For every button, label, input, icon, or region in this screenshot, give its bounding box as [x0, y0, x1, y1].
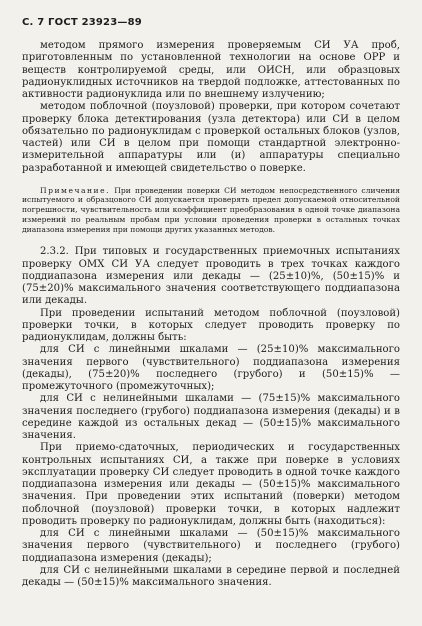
paragraph-linear-scales: для СИ с линейными шкалами — (25±10)% максимального значения первого (чувствительного) поддиапазона измерения (декады), (75±20)% последнего (грубого) и (50±15)% — промежуточного (промежуточных); — [22, 344, 400, 393]
document-body — [22, 40, 400, 589]
paragraph-block-check: методом поблочной (поузловой) проверки, при котором сочетают проверку блока детектирования (узла детектора) или СИ в целом обязательно по радионуклидам с проверкой остальных блоков (узлов, частей) или СИ в целом при помощи стандартной электронно-измерительной аппаратуры или (и) аппаратуры специально разработанной и имеющей свидетельство о поверке. — [22, 101, 400, 174]
note-text: При проведении поверки СИ методом непосредственного сличения испытуемого и образцового СИ допускается проверять предел допускаемой относительной погрешности, чувствительность или коэффициент преобразования в одной точке диапазона измерений по реальным пробам при условии проведения проверки в остальных точках диапазона измерения при помощи других указанных методов. — [22, 185, 400, 234]
page-header: С. 7 ГОСТ 23923—89 — [22, 17, 142, 28]
paragraph-block-test-points: При проведении испытаний методом поблочной (поузловой) проверки точки, в которых следует проводить проверку по радионуклидам, должны быть: — [22, 307, 400, 344]
paragraph-nonlinear-scales: для СИ с нелинейными шкалами — (75±15)% максимального значения последнего (грубого) поддиапазона измерения (декады) и в середине каждой из остальных декад — (50±15)% максимального значения. — [22, 393, 400, 442]
note-block — [22, 186, 400, 235]
paragraph-direct-measurement: методом прямого измерения проверяемым СИ УА проб, приготовленным по установленной технологии на основе ОРР и веществ контролируемой среды, или ОИСН, или образцовых радионуклидных источников на твердой подложке, аттестованных по активности радионуклида или по внешнему излучению; — [22, 40, 400, 100]
note-label: Примечание. — [40, 185, 111, 195]
paragraph-2-3-2: 2.3.2. При типовых и государственных приемочных испытаниях проверку ОМХ СИ УА следует проводить в трех точках каждого поддиапазона измерения или декады — (25±10)%, (50±15)% и (75±20)% максимального значения соответствующего поддиапазона или декады. — [22, 246, 400, 307]
paragraph-nonlinear-scales-2: для СИ с нелинейными шкалами в середине первой и последней декады — (50±15)% максимального значения. — [22, 564, 400, 589]
paragraph-linear-scales-2: для СИ с линейными шкалами — (50±15)% максимального значения первого (чувствительного) и последнего (грубого) поддиапазона измерения (декады); — [22, 528, 400, 564]
paragraph-acceptance-tests: При приемо-сдаточных, периодических и государственных контрольных испытаниях СИ, а также при поверке в условиях эксплуатации проверку СИ следует проводить в одной точке каждого поддиапазона измерения или декады — (50±15)% максимального значения. При проведении этих испытаний (поверки) методом поблочной (поузловой) проверки точки, в которых надлежит проводить проверку по радионуклидам, должны быть (находиться): — [22, 442, 400, 527]
